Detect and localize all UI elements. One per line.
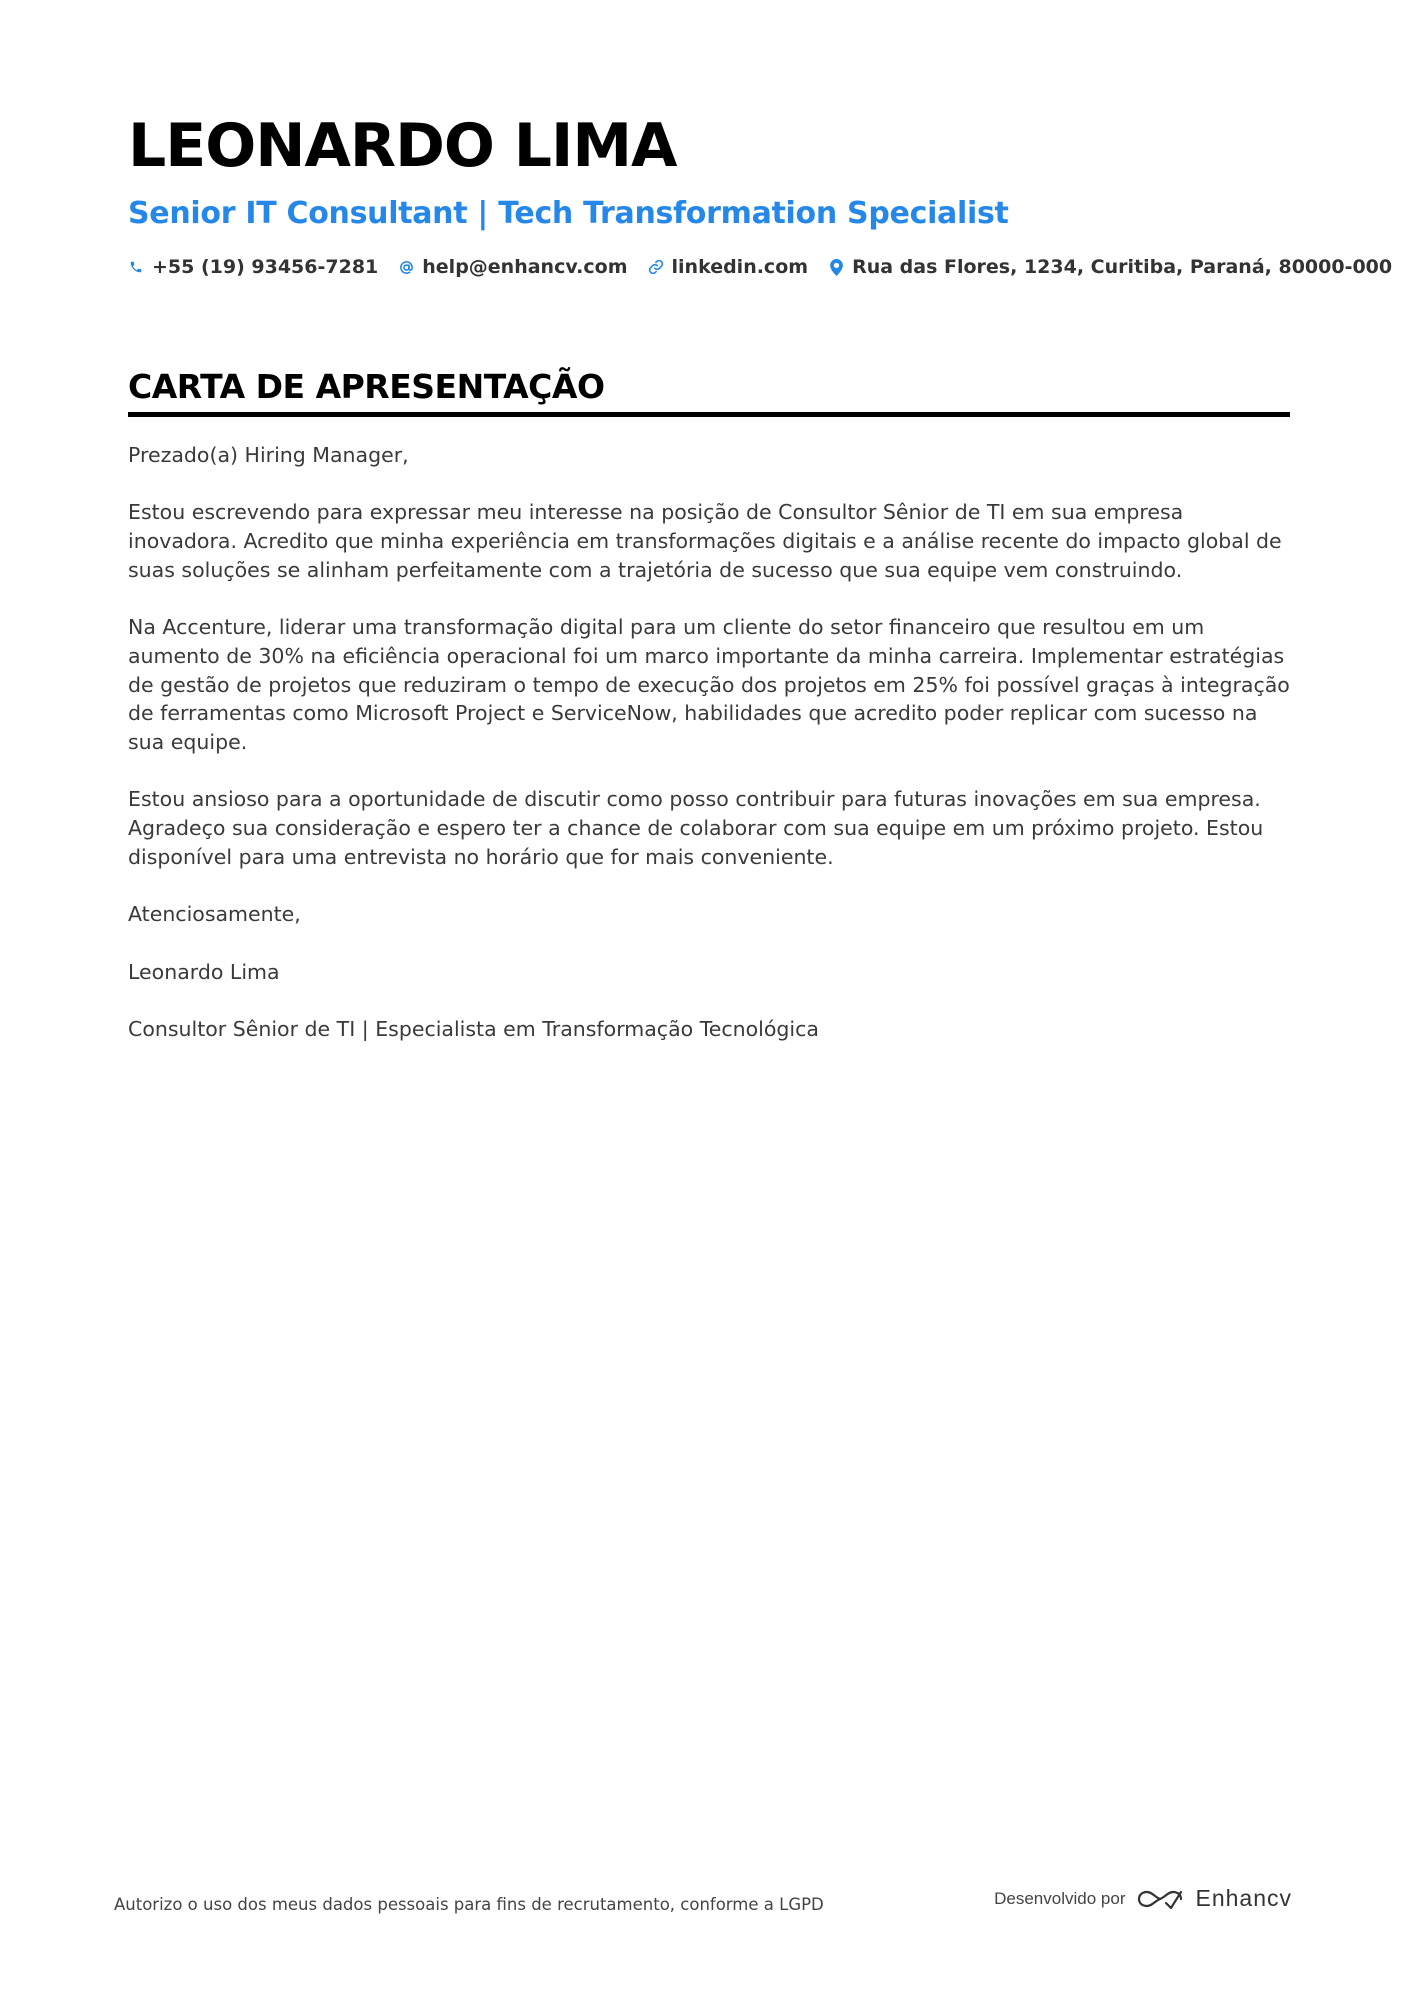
location-pin-icon [828, 258, 844, 276]
section-header [128, 364, 1290, 417]
contact-email[interactable] [398, 256, 627, 278]
powered-by[interactable] [994, 1885, 1292, 1912]
signature-name: Leonardo Lima [128, 959, 280, 984]
contact-phone-text: +55 (19) 93456-7281 [152, 256, 379, 278]
link-icon [648, 258, 664, 276]
contact-linkedin[interactable] [648, 256, 809, 278]
section-divider [128, 412, 1290, 417]
letter-paragraph: Na Accenture, liderar uma transformação digital para um cliente do setor financeiro que resultou em um aumento de 30% na eficiência operacional foi um marco importante da minha carreira. Implementar estratégias de gestão de projetos que reduziram o tempo de execução dos projetos em 25% foi possível graças à integração de ferramentas como Microsoft Project e ServiceNow, habilidades que acredito poder replicar com sucesso na sua equipe. [128, 615, 1290, 754]
letter-closing: Atenciosamente, [128, 902, 301, 927]
consent-note: Autorizo o uso dos meus dados pessoais para fins de recrutamento, conforme a LGPD [114, 1895, 824, 1914]
brand-name: Enhancv [1195, 1885, 1292, 1911]
contact-phone [128, 256, 378, 278]
contact-linkedin-text[interactable]: linkedin.com [671, 256, 809, 278]
letter-paragraph: Estou ansioso para a oportunidade de discutir como posso contribuir para futuras inovações em sua empresa. Agradeço sua consideração e espero ter a chance de colaborar com sua equipe em um próximo projeto. Estou disponível para uma entrevista no horário que for mais conveniente. [128, 787, 1264, 869]
candidate-name: LEONARDO LIMA [128, 111, 677, 181]
contact-email-text[interactable]: help@enhancv.com [422, 256, 628, 278]
letter-header [128, 104, 1393, 278]
powered-by-label: Desenvolvido por [994, 1888, 1126, 1908]
contact-row [128, 256, 1393, 278]
section-title: CARTA DE APRESENTAÇÃO [128, 367, 605, 406]
enhancv-logo-icon [1137, 1887, 1183, 1911]
signature-title: Consultor Sênior de TI | Especialista em Transformação Tecnológica [128, 1016, 819, 1041]
letter-paragraph: Estou escrevendo para expressar meu interesse na posição de Consultor Sênior de TI em sua empresa inovadora. Acredito que minha experiência em transformações digitais e a análise recente do impacto global de suas soluções se alinham perfeitamente com a trajetória de sucesso que sua equipe vem construindo. [128, 500, 1282, 582]
contact-address-text: Rua das Flores, 1234, Curitiba, Paraná, 80000-000 [852, 256, 1393, 278]
letter-greeting: Prezado(a) Hiring Manager, [128, 443, 409, 467]
candidate-title: Senior IT Consultant | Tech Transformation Specialist [128, 196, 1009, 231]
contact-address [828, 256, 1392, 278]
letter-body [128, 441, 1293, 1072]
at-icon [398, 258, 414, 276]
phone-icon [128, 258, 144, 276]
